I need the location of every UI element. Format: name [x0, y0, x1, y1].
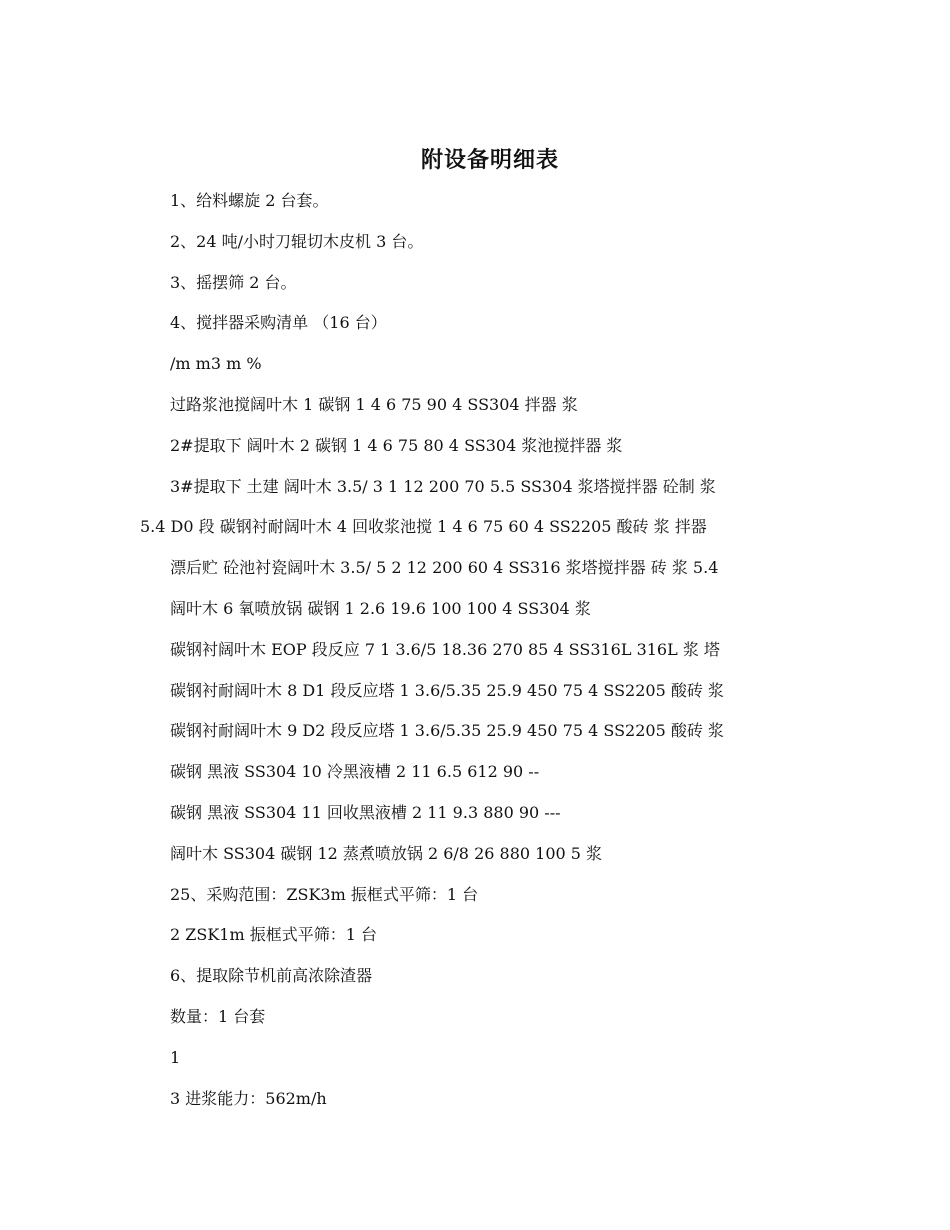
text-line: 碳钢衬阔叶木 EOP 段反应 7 1 3.6/5 18.36 270 85 4 SS316L 316L 浆 塔: [170, 639, 720, 659]
text-line: 碳钢 黑液 SS304 10 冷黑液槽 2 11 6.5 612 90 --: [170, 762, 540, 782]
text-line: 3 进浆能力：562m/h: [170, 1088, 327, 1108]
text-line: 3、摇摆筛 2 台。: [170, 272, 297, 292]
text-line: 阔叶木 SS304 碳钢 12 蒸煮喷放锅 2 6/8 26 880 100 5 浆: [170, 843, 603, 863]
document-title: 附设备明细表: [420, 147, 559, 173]
text-line: 4、搅拌器采购清单 （16 台）: [170, 313, 387, 333]
text-line: 阔叶木 6 氧喷放锅 碳钢 1 2.6 19.6 100 100 4 SS304 浆: [170, 598, 591, 618]
text-line: 25、采购范围：ZSK3m 振框式平筛：1 台: [170, 884, 479, 904]
text-line: 碳钢 黑液 SS304 11 回收黑液槽 2 11 9.3 880 90 ---: [170, 802, 561, 822]
text-line: 过路浆池搅阔叶木 1 碳钢 1 4 6 75 90 4 SS304 拌器 浆: [170, 394, 578, 414]
document-body: [0, 184, 950, 1122]
text-line: 碳钢衬耐阔叶木 9 D2 段反应塔 1 3.6/5.35 25.9 450 75 4 SS2205 酸砖 浆: [170, 721, 724, 741]
text-line: 5.4 D0 段 碳钢衬耐阔叶木 4 回收浆池搅 1 4 6 75 60 4 SS2205 酸砖 浆 拌器: [140, 517, 707, 537]
text-line: 2、24 吨/小时刀辊切木皮机 3 台。: [170, 231, 424, 251]
text-line: 2#提取下 阔叶木 2 碳钢 1 4 6 75 80 4 SS304 浆池搅拌器 浆: [170, 435, 623, 455]
text-line: /m m3 m %: [170, 354, 262, 374]
text-line: 1: [170, 1047, 181, 1067]
text-line: 碳钢衬耐阔叶木 8 D1 段反应塔 1 3.6/5.35 25.9 450 75 4 SS2205 酸砖 浆: [170, 680, 724, 700]
text-line: 6、提取除节机前高浓除渣器: [170, 966, 373, 986]
text-line: 数量：1 台套: [170, 1006, 266, 1026]
text-line: 2 ZSK1m 振框式平筛：1 台: [170, 925, 378, 945]
text-line: 1、给料螺旋 2 台套。: [170, 191, 329, 210]
text-line: 漂后贮 砼池衬瓷阔叶木 3.5/ 5 2 12 200 60 4 SS316 浆塔搅拌器 砖 浆 5.4: [170, 558, 719, 578]
text-line: 3#提取下 土建 阔叶木 3.5/ 3 1 12 200 70 5.5 SS304 浆塔搅拌器 砼制 浆: [170, 476, 716, 496]
